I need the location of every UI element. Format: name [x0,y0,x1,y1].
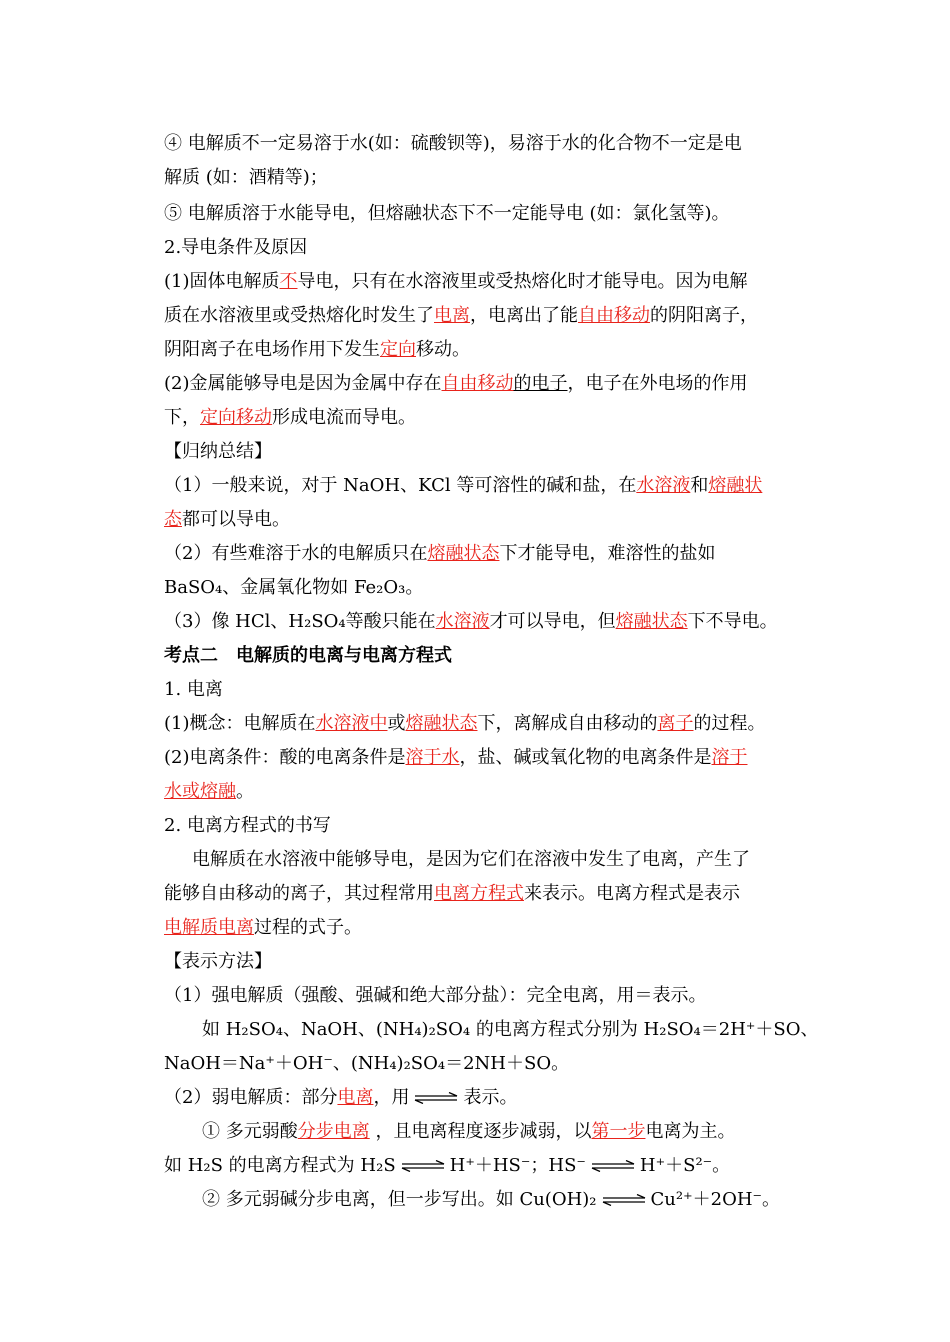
equilibrium-arrow-icon [590,1160,636,1172]
text-line: 如 H₂SO₄、NaOH、(NH₄)₂SO₄ 的电离方程式分别为 H₂SO₄＝2H⁺＋SO、 [202,1019,819,1040]
answer-blank: 水溶液中 [315,713,388,734]
answer-blank: 定向移动 [200,407,272,428]
text-line: （1）强电解质（强酸、强碱和绝大部分盐）：完全电离，用＝表示。 [164,985,707,1006]
text-line: BaSO₄、金属氧化物如 Fe₂O₃。 [164,577,424,598]
text-line: （1）一般来说，对于 NaOH、KCl 等可溶性的碱和盐，在水溶液和熔融状 [164,475,763,496]
answer-blank: 熔融状态 [615,611,688,632]
text-line: 下，定向移动形成电流而导电。 [164,407,416,428]
answer-blank: 第一步 [591,1121,646,1142]
text-line: 阴阳离子在电场作用下发生定向移动。 [164,339,470,360]
text-line: 电解质在水溶液中能够导电，是因为它们在溶液中发生了电离，产生了 [192,849,750,870]
text-line: (1)概念：电解质在水溶液中或熔融状态下，离解成自由移动的离子的过程。 [164,713,766,734]
text-line: （3）像 HCl、H₂SO₄等酸只能在水溶液才可以导电，但熔融状态下不导电。 [164,611,778,632]
answer-blank: 熔融状态 [427,543,500,564]
answer-blank: 自由移动 [441,373,514,394]
equilibrium-arrow-icon [413,1092,459,1104]
text-line: 如 H₂S 的电离方程式为 H₂S H⁺＋HS⁻；HS⁻ H⁺＋S²⁻。 [164,1155,731,1176]
equilibrium-arrow-icon [601,1194,647,1206]
text-line: (2)金属能够导电是因为金属中存在自由移动的电子，电子在外电场的作用 [164,373,748,394]
text-line: ⑤ 电解质溶于水能导电，但熔融状态下不一定能导电 (如：氯化氢等)。 [164,203,730,224]
section-heading: 2.导电条件及原因 [164,237,308,258]
answer-blank: 溶于水 [405,747,460,768]
text-line: 水或熔融。 [164,781,254,802]
answer-blank: 电解质电离 [164,917,254,938]
answer-blank: 态 [164,509,182,530]
text-line: NaOH＝Na⁺＋OH⁻、(NH₄)₂SO₄＝2NH＋SO。 [164,1053,570,1074]
equilibrium-arrow-icon [400,1160,446,1172]
answer-blank: 水或熔融 [164,781,236,802]
answer-blank: 水溶液 [435,611,490,632]
text-line: （2）有些难溶于水的电解质只在熔融状态下才能导电，难溶性的盐如 [164,543,716,564]
section-heading: 考点二 电解质的电离与电离方程式 [164,645,452,666]
text-line: (1)固体电解质不导电，只有在水溶液里或受热熔化时才能导电。因为电解 [164,271,748,292]
answer-blank: 分步电离 [297,1121,370,1142]
text-line: ① 多元弱酸分步电离 ，且电离程度逐步减弱，以第一步电离为主。 [202,1121,736,1142]
answer-blank: 熔融状态 [405,713,478,734]
text-line: （2）弱电解质：部分电离，用 表示。 [164,1087,518,1108]
text-line: 电解质电离过程的式子。 [164,917,362,938]
section-heading: 2. 电离方程式的书写 [164,815,331,836]
section-heading: 1. 电离 [164,679,223,700]
text-line: 质在水溶液里或受热熔化时发生了电离，电离出了能自由移动的阴阳离子， [164,305,758,326]
answer-blank: 自由移动 [578,305,650,326]
answer-blank: 溶于 [711,747,748,768]
answer-blank: 熔融状 [708,475,763,496]
underlined-text: 的电子 [513,373,568,394]
text-line: 态都可以导电。 [164,509,290,530]
text-line: 能够自由移动的离子，其过程常用电离方程式来表示。电离方程式是表示 [164,883,740,904]
text-line: ④ 电解质不一定易溶于水(如：硫酸钡等)，易溶于水的化合物不一定是电 [164,133,742,154]
answer-blank: 电离 [337,1087,374,1108]
answer-blank: 电离 [434,305,470,326]
answer-blank: 水溶液 [636,475,691,496]
text-line: ② 多元弱碱分步电离，但一步写出。如 Cu(OH)₂ Cu²⁺＋2OH⁻。 [202,1189,781,1210]
section-heading: 【表示方法】 [164,951,272,972]
answer-blank: 定向 [380,339,416,360]
answer-blank: 离子 [657,713,694,734]
text-line: (2)电离条件：酸的电离条件是溶于水，盐、碱或氧化物的电离条件是溶于 [164,747,748,768]
answer-blank: 电离方程式 [434,883,524,904]
text-line: 解质 (如：酒精等)； [164,167,328,188]
answer-blank: 不 [279,271,298,292]
section-heading: 【归纳总结】 [164,441,272,462]
